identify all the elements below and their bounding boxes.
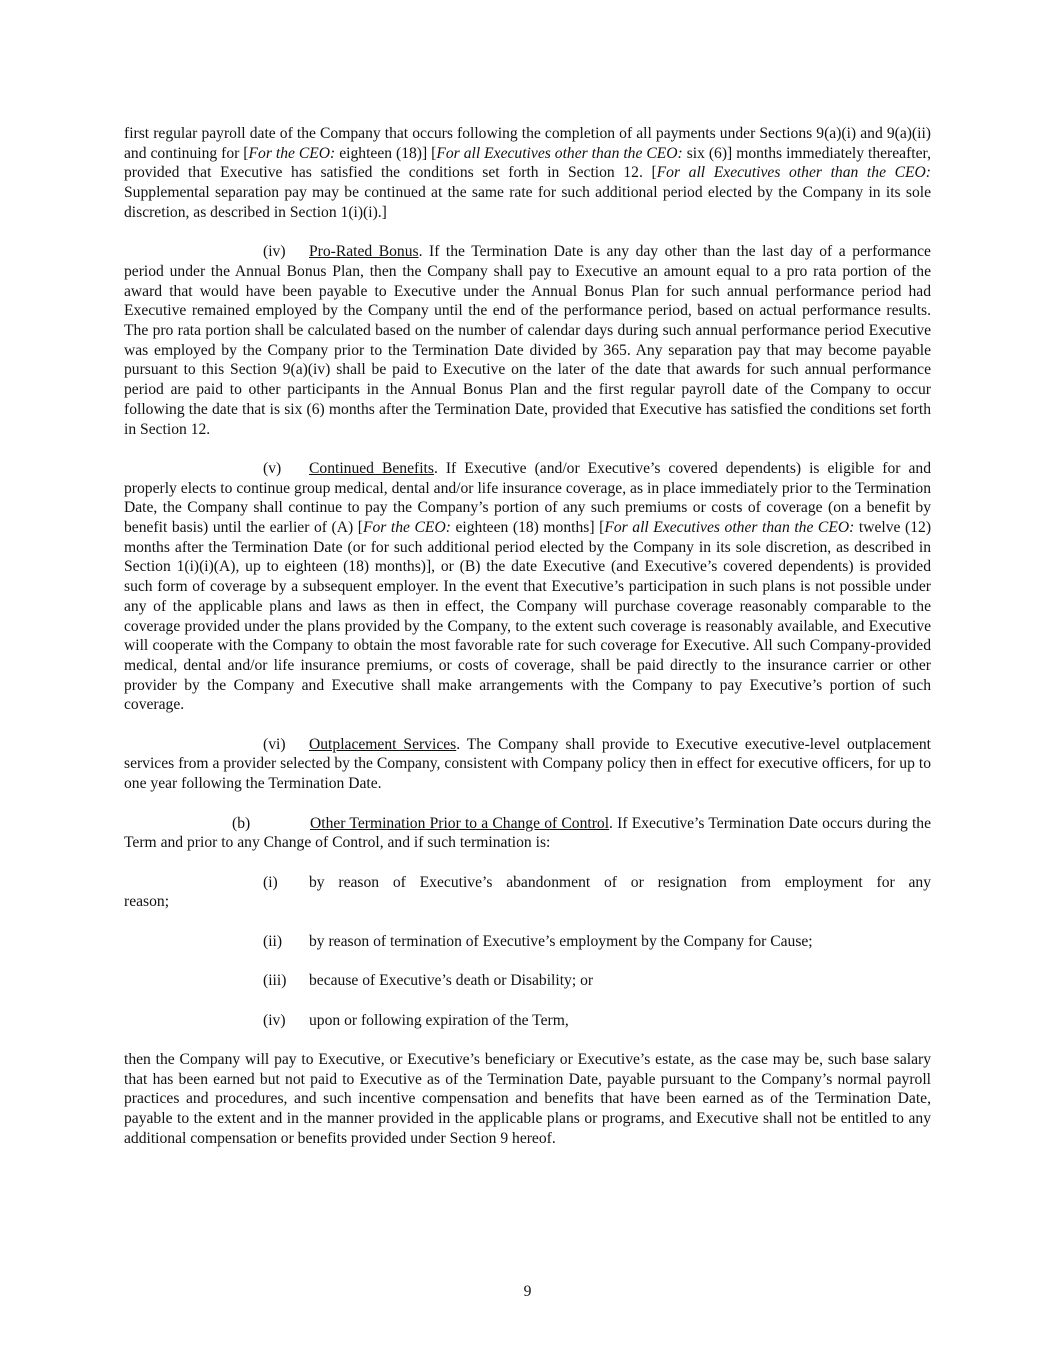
sub-item-number: (iii) xyxy=(263,972,287,990)
section-number: (v) xyxy=(263,459,282,477)
sub-item-iv xyxy=(124,1011,931,1031)
paragraph-continuation: first regular payroll date of the Company that occurs following the completion of all payments under Sections 9(a)(i) and 9(a)(ii) and continuing for [For the CEO: eighteen (18)] [For all Executives other than the CEO: six (6)] months immediately thereafter, provided that Executive has satisfied the conditions set forth in Section 12. [For all Executives other than the CEO: Supplemental separation pay may be continued at the same rate for such additional period elected by the Company in its sole discretion, as described in Section 1(i)(i).] xyxy=(124,125,931,221)
sub-item-text: upon or following expiration of the Term, xyxy=(309,1011,569,1029)
document-page xyxy=(124,124,931,1148)
page-number: 9 xyxy=(523,1283,532,1300)
section-heading: Continued Benefits xyxy=(309,459,434,477)
paragraph-outplacement-services: (vi) Outplacement Services. The Company shall provide to Executive executive-level outplacement services from a provider selected by the Company, consistent with Company policy then in effect for executive officers, for up to one year following the Termination Date. xyxy=(124,735,931,793)
section-number: (iv) xyxy=(263,243,286,261)
section-heading: Outplacement Services xyxy=(309,735,457,753)
paragraph-final: then the Company will pay to Executive, or Executive’s beneficiary or Executive’s estate, as the case may be, such base salary that has been earned but not paid to Executive as of the Termination Date, payable pursuant to the Company’s normal payroll practices and procedures, and such incentive compensation and benefits that have been earned as of the Termination Date, payable to the extent and in the manner provided in the applicable plans or programs, and Executive shall not be entitled to any additional compensation or benefits provided under Section 9 hereof. xyxy=(124,1050,931,1147)
sub-item-number: (i) xyxy=(263,873,278,891)
sub-item-i xyxy=(124,873,931,912)
section-heading: Other Termination Prior to a Change of Control xyxy=(310,814,610,832)
paragraph-other-termination: (b) Other Termination Prior to a Change of Control. If Executive’s Termination Date occurs during the Term and prior to any Change of Control, and if such termination is: xyxy=(124,814,931,852)
section-number: (vi) xyxy=(263,735,286,753)
sub-item-text: by reason of Executive’s abandonment of or resignation from employment for any xyxy=(309,873,931,891)
sub-item-continuation: reason; xyxy=(124,893,170,911)
sub-item-text: by reason of termination of Executive’s employment by the Company for Cause; xyxy=(309,932,813,950)
paragraph-pro-rated-bonus: (iv) Pro-Rated Bonus. If the Termination Date is any day other than the last day of a performance period under the Annual Bonus Plan, then the Company shall pay to Executive an amount equal to a pro rata portion of the award that would have been payable to Executive under the Annual Bonus Plan for such annual performance period had Executive remained employed by the Company until the end of the performance period, based on actual performance results. The pro rata portion shall be calculated based on the number of calendar days during such annual performance period Executive was employed by the Company prior to the Termination Date divided by 365. Any separation pay that may become payable pursuant to this Section 9(a)(iv) shall be paid to Executive on the later of the date that awards for such annual performance period are paid to other participants in the Annual Bonus Plan and the first regular payroll date of the Company to occur following the date that is six (6) months after the Termination Date, provided that Executive has satisfied the conditions set forth in Section 12. xyxy=(124,243,931,438)
sub-item-number: (ii) xyxy=(263,932,283,950)
sub-item-text: because of Executive’s death or Disability; or xyxy=(309,972,594,990)
sub-item-ii xyxy=(124,932,931,952)
section-number: (b) xyxy=(232,814,251,832)
sub-item-iii xyxy=(124,971,931,991)
paragraph-continued-benefits: (v) Continued Benefits. If Executive (and/or Executive’s covered dependents) is eligible for and properly elects to continue group medical, dental and/or life insurance coverage, as in place immediately prior to the Termination Date, the Company shall continue to pay the Company’s portion of any such premiums or costs of coverage (on a benefit by benefit basis) until the earlier of (A) [For the CEO: eighteen (18) months] [For all Executives other than the CEO: twelve (12) months after the Termination Date (or for such additional period elected by the Company in its sole discretion, as described in Section 1(i)(i)(A), up to eighteen (18) months)], or (B) the date Executive (and Executive’s covered dependents) is provided such form of coverage by a subsequent employer. In the event that Executive’s participation in such plans is not possible under any of the applicable plans and laws as then in effect, the Company will purchase coverage reasonably comparable to the coverage provided under the plans provided by the Company, to the extent such coverage is reasonably available, and Executive will cooperate with the Company to obtain the most favorable rate for such coverage for Executive. All such Company-provided medical, dental and/or life insurance premiums, or costs of coverage, shall be paid directly to the insurance carrier or other provider by the Company and Executive shall make arrangements with the Company to pay Executive’s portion of such coverage. xyxy=(124,459,932,714)
sub-item-number: (iv) xyxy=(263,1011,286,1029)
section-heading: Pro-Rated Bonus xyxy=(309,243,419,261)
